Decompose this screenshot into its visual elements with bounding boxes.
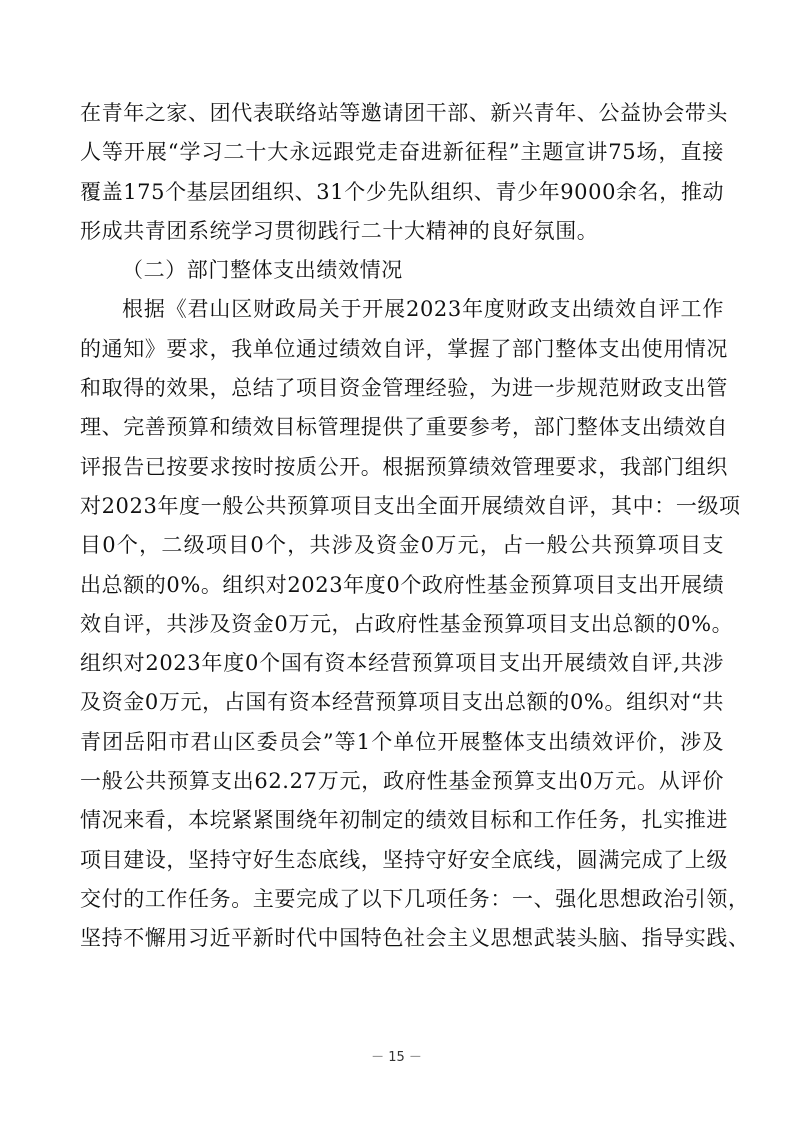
paragraph-1	[80, 94, 728, 251]
section-heading: （二）部门整体支出绩效情况	[122, 258, 403, 283]
text-line: 组织对2023年度0个国有资本经营预算项目支出开展绩效自评,共涉	[80, 651, 724, 676]
text-line: 根据《君山区财政局关于开展2023年度财政支出绩效自评工作	[122, 297, 724, 322]
page-number: － 15 －	[371, 1050, 422, 1065]
text-line: 青团岳阳市君山区委员会”等1个单位开展整体支出绩效评价，涉及	[80, 729, 724, 754]
text-line: 和取得的效果，总结了项目资金管理经验，为进一步规范财政支出管	[80, 376, 728, 401]
text-line: 人等开展“学习二十大永远跟党走奋进新征程”主题宣讲75场，直接	[80, 140, 724, 165]
paragraph-2	[80, 290, 750, 958]
text-line: 坚持不懈用习近平新时代中国特色社会主义思想武装头脑、指导实践、	[80, 926, 750, 951]
text-line: 形成共青团系统学习贯彻践行二十大精神的良好氛围。	[80, 218, 599, 243]
text-line: 及资金0万元，占国有资本经营预算项目支出总额的0%。组织对“共	[80, 690, 724, 715]
body-text	[80, 94, 750, 959]
text-line: 在青年之家、团代表联络站等邀请团干部、新兴青年、公益协会带头	[80, 101, 728, 125]
text-line: 出总额的0%。组织对2023年度0个政府性基金预算项目支出开展绩	[80, 572, 725, 597]
text-line: 效自评，共涉及资金0万元，占政府性基金预算项目支出总额的0%。	[80, 611, 734, 636]
text-line: 项目建设，坚持守好生态底线，坚持守好安全底线，圆满完成了上级	[80, 847, 728, 872]
text-line: 理、完善预算和绩效目标管理提供了重要参考，部门整体支出绩效自	[80, 415, 728, 440]
text-line: 交付的工作任务。主要完成了以下几项任务：一、强化思想政治引领，	[80, 886, 750, 911]
text-line: 评报告已按要求按时按质公开。根据预算绩效管理要求，我部门组织	[80, 454, 728, 479]
text-line: 目0个，二级项目0个，共涉及资金0万元，占一般公共预算项目支	[80, 533, 724, 558]
text-line: 覆盖175个基层团组织、31个少先队组织、青少年9000余名，推动	[80, 179, 725, 204]
text-line: 一般公共预算支出62.27万元，政府性基金预算支出0万元。从评价	[80, 769, 724, 794]
text-line: 对2023年度一般公共预算项目支出全面开展绩效自评，其中：一级项	[80, 493, 741, 518]
text-line: 情况来看，本垸紧紧围绕年初制定的绩效目标和工作任务，扎实推进	[80, 808, 728, 833]
text-line: 的通知》要求，我单位通过绩效自评，掌握了部门整体支出使用情况	[80, 336, 728, 361]
